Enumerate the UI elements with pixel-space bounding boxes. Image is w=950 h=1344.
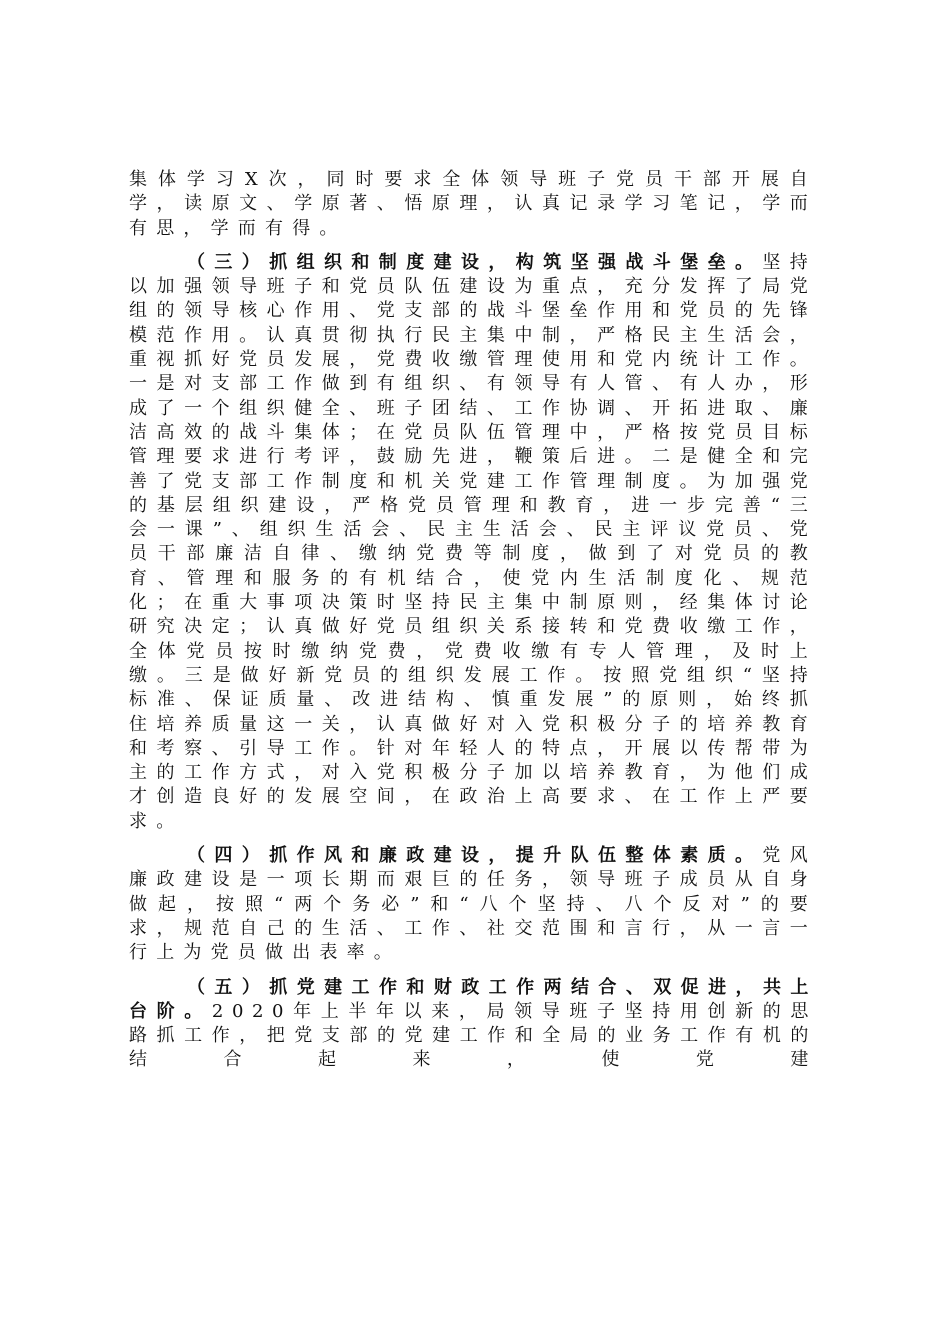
paragraph-body: 2020年上半年以来，局领导班子坚持用创新的思路抓工作，把党支部的党建工作和全局的业务工作有机的结合起来，使党建: [129, 1000, 817, 1071]
paragraph-integration: [129, 976, 817, 1073]
section-heading: （五）抓党建工作和财政工作两结合、双促进，共上台阶。: [129, 976, 817, 1022]
paragraph-body: 党风廉政建设是一项长期而艰巨的任务，领导班子成员从自身做起，按照“两个务必”和“八个坚持、八个反对”的要求，规范自己的生活、工作、社交范围和言行，从一言一行上为党员做出表率。: [129, 845, 817, 964]
paragraph-body: 集体学习X次，同时要求全体领导班子党员干部开展自学，读原文、学原著、悟原理，认真记录学习笔记，学而有思，学而有得。: [129, 169, 817, 239]
paragraph-style: [129, 844, 817, 965]
document-page: [129, 168, 817, 1073]
paragraph-body: 坚持以加强领导班子和党员队伍建设为重点，充分发挥了局党组的领导核心作用、党支部的战斗堡垒作用和党员的先锋模范作用。认真贯彻执行民主集中制，严格民主生活会，重视抓好党员发展，党费收缴管理使用和党内统计工作。一是对支部工作做到有组织、有领导有人管、有人办，形成了一个组织健全、班子团结、工作协调、开拓进取、廉洁高效的战斗集体；在党员队伍管理中，严格按党员目标管理要求进行考评，鼓励先进，鞭策后进。二是健全和完善了党支部工作制度和机关党建工作管理制度。为加强党的基层组织建设，严格党员管理和教育，进一步完善“三会一课”、组织生活会、民主生活会、民主评议党员、党员干部廉洁自律、缴纳党费等制度，做到了对党员的教育、管理和服务的有机结合，使党内生活制度化、规范化；在重大事项决策时坚持民主集中制原则，经集体讨论研究决定；认真做好党员组织关系接转和党费收缴工作，全体党员按时缴纳党费，党费收缴有专人管理，及时上缴。三是做好新党员的组织发展工作。按照党组织“坚持标准、保证质量、改进结构、慎重发展”的原则，始终抓住培养质量这一关，认真做好对入党积极分子的培养教育和考察、引导工作。针对年轻人的特点，开展以传帮带为主的工作方式，对入党积极分子加以培养教育，为他们成才创造良好的发展空间，在政治上高要求、在工作上严要求。: [129, 251, 817, 832]
section-heading: （三）抓组织和制度建设，构筑坚强战斗堡垒。: [187, 251, 763, 273]
paragraph-organization: [129, 251, 817, 834]
section-heading: （四）抓作风和廉政建设，提升队伍整体素质。: [187, 845, 763, 867]
paragraph-study: [129, 168, 817, 241]
